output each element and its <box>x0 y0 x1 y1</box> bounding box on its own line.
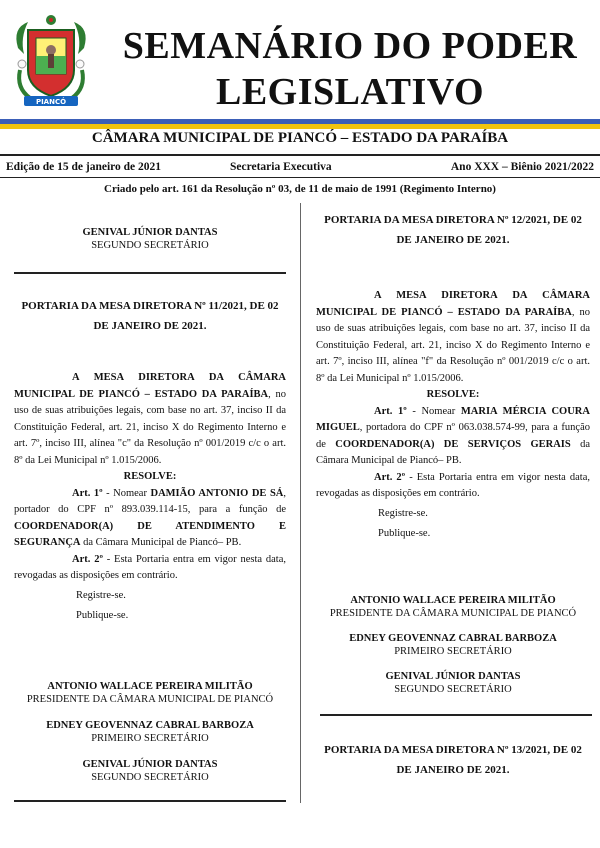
left-column <box>14 226 286 252</box>
year-biennium: Ano XXX – Biênio 2021/2022 <box>450 161 594 173</box>
crest-banner-text: PIANCÓ <box>35 98 67 106</box>
article-2 <box>14 552 286 585</box>
appointee-name: MARIA MÉRCIA COURA MIGUEL <box>316 405 590 433</box>
article-1 <box>14 486 286 552</box>
signature-name: ANTONIO WALLACE PEREIRA MILITÃO <box>350 595 556 606</box>
article-1 <box>316 404 590 470</box>
signature-role: PRESIDENTE DA CÂMARA MUNICIPAL DE PIANCÓ <box>26 694 274 705</box>
left-portaria <box>14 296 286 625</box>
portaria-title-line1: PORTARIA DA MESA DIRETORA Nº 13/2021, DE 02 <box>324 744 582 756</box>
resolve-heading: RESOLVE: <box>426 389 480 400</box>
art2-label: Art. 2º <box>374 471 406 483</box>
signature-name: GENIVAL JÚNIOR DANTAS <box>82 759 218 770</box>
portaria-title-line1: PORTARIA DA MESA DIRETORA Nº 12/2021, DE 02 <box>324 214 582 226</box>
portaria-title <box>316 740 590 780</box>
signature-role: PRESIDENTE DA CÂMARA MUNICIPAL DE PIANCÓ <box>329 608 577 619</box>
creation-note: Criado pelo art. 161 da Resolução nº 03, de 11 de maio de 1991 (Regimento Interno) <box>104 183 496 195</box>
signature-name: EDNEY GEOVENNAZ CABRAL BARBOZA <box>349 633 557 644</box>
publique: Publique-se. <box>76 610 129 621</box>
art2-text: - Esta Portaria entra em vigor nesta data, revogadas as disposições em contrário. <box>316 471 590 499</box>
signature-name: ANTONIO WALLACE PEREIRA MILITÃO <box>47 681 253 692</box>
left-divider-1 <box>14 272 286 274</box>
right-divider-1 <box>320 714 592 716</box>
art1-mid: , portadora do CPF nº 063.038.574-99, para a função de <box>316 422 590 450</box>
art1-mid: , portador do CPF nº 893.039.114-15, para a função de <box>14 487 286 515</box>
section-name: Secretaria Executiva <box>230 161 332 173</box>
portaria-title-line2: DE JANEIRO DE 2021. <box>396 234 510 246</box>
signature-name: GENIVAL JÚNIOR DANTAS <box>385 671 521 682</box>
signature-role: PRIMEIRO SECRETÁRIO <box>394 646 512 657</box>
intro-text: , no uso de suas atribuições legais, com base no art. 37, inciso II da Constituição Federal, art. 21, inciso X do Regimento Interno e art. 7º, inciso III, alínea "f" da Resolução nº 001/2019 c/c o art. 8º da Lei Municipal nº 1.015/2006. <box>316 306 590 384</box>
publique: Publique-se. <box>378 528 431 539</box>
chamber-subtitle: CÂMARA MUNICIPAL DE PIANCÓ – ESTADO DA PARAÍBA <box>91 130 509 146</box>
art1-pre: - Nomear <box>102 487 151 499</box>
edition-date: Edição de 15 de janeiro de 2021 <box>6 161 162 173</box>
signature-role: SEGUNDO SECRETÁRIO <box>394 684 512 695</box>
divider-edition <box>0 177 600 178</box>
signature-name: GENIVAL JÚNIOR DANTAS <box>82 227 218 238</box>
signature-role: PRIMEIRO SECRETÁRIO <box>91 733 209 744</box>
left-divider-2 <box>14 800 286 802</box>
signature-role: SEGUNDO SECRETÁRIO <box>91 240 209 251</box>
intro-text: , no uso de suas atribuições legais, com base no art. 37, inciso II da Constituição Federal, art. 21, inciso X do Regimento Interno e art. 7º, inciso III, alínea "c" da Resolução nº 001/2019 c/c o art. 8º da Lei Municipal nº 1.015/2006. <box>14 388 287 466</box>
appointee-role: COORDENADOR(A) DE ATENDIMENTO E SEGURANÇA <box>14 520 286 548</box>
masthead <box>0 0 600 125</box>
portaria-title <box>14 296 286 336</box>
art1-end: da Câmara Municipal de Piancó– PB. <box>80 537 242 548</box>
resolve-heading: RESOLVE: <box>123 471 177 482</box>
header-yellow-stripe <box>0 124 600 129</box>
art2-label: Art. 2º <box>72 553 103 565</box>
appointee-name: DAMIÃO ANTONIO DE SÁ <box>150 487 284 499</box>
art1-label: Art. 1º <box>72 487 103 499</box>
right-signatures <box>316 594 590 696</box>
registre: Registre-se. <box>378 507 428 519</box>
appointee-role: COORDENADOR(A) DE SERVIÇOS GERAIS <box>335 438 571 450</box>
art1-end: da Câmara Municipal de Piancó– PB. <box>316 438 590 466</box>
portaria-intro <box>316 288 590 387</box>
intro-bold: A MESA DIRETORA DA CÂMARA MUNICIPAL DE PIANCÓ – ESTADO DA PARAÍBA <box>316 290 590 318</box>
intro-bold: A MESA DIRETORA DA CÂMARA MUNICIPAL DE PIANCÓ – ESTADO DA PARAÍBA <box>14 372 286 400</box>
art2-text: - Esta Portaria entra em vigor nesta data, revogadas as disposições em contrário. <box>14 553 286 581</box>
municipal-crest-logo <box>10 8 92 118</box>
article-2 <box>316 470 590 503</box>
portaria-intro <box>14 370 286 469</box>
portaria-title <box>316 210 590 250</box>
signature-name: EDNEY GEOVENNAZ CABRAL BARBOZA <box>46 720 254 731</box>
newspaper-title-line1: SEMANÁRIO DO PODER <box>122 25 578 67</box>
left-signatures <box>14 680 286 784</box>
signature-role: SEGUNDO SECRETÁRIO <box>91 772 209 783</box>
right-next-portaria <box>316 740 590 780</box>
portaria-title-line2: DE JANEIRO DE 2021. <box>93 320 207 332</box>
art1-label: Art. 1º <box>374 405 407 417</box>
portaria-title-line2: DE JANEIRO DE 2021. <box>396 764 510 776</box>
art1-pre: - Nomear <box>406 405 461 417</box>
portaria-title-line1: PORTARIA DA MESA DIRETORA Nº 11/2021, DE 02 <box>21 300 279 312</box>
divider-top <box>0 154 600 156</box>
right-portaria <box>316 210 590 543</box>
newspaper-title-line2: LEGISLATIVO <box>215 71 484 113</box>
column-divider <box>300 203 301 803</box>
registre: Registre-se. <box>76 589 126 601</box>
